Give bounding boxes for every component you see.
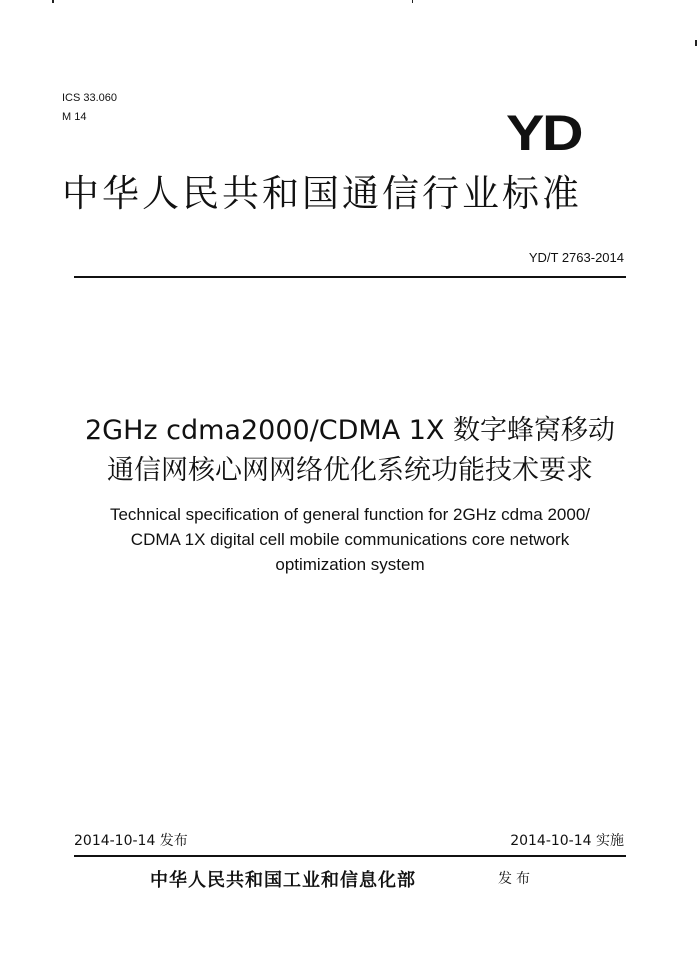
bottom-divider bbox=[74, 855, 626, 857]
implement-date: 2014-10-14 实施 bbox=[510, 833, 624, 849]
document-title-zh-line2: 通信网核心网网络优化系统功能技术要求 bbox=[107, 455, 593, 486]
publish-date: 2014-10-14 发布 bbox=[74, 833, 188, 849]
standard-number: YD/T 2763-2014 bbox=[528, 250, 624, 265]
document-title-en-line3: optimization system bbox=[275, 555, 425, 574]
ics-code: ICS 33.060 bbox=[62, 92, 118, 104]
category-code: M 14 bbox=[62, 111, 87, 123]
scan-artifact bbox=[695, 40, 697, 46]
scan-artifact bbox=[52, 0, 54, 3]
scan-artifact bbox=[412, 0, 413, 3]
document-title-en-line2: CDMA 1X digital cell mobile communications core network bbox=[130, 530, 570, 549]
top-divider bbox=[74, 276, 626, 278]
issued-label: 发布 bbox=[498, 871, 534, 887]
standard-title: 中华人民共和国通信行业标准 bbox=[62, 172, 582, 215]
yd-logo: YD bbox=[506, 105, 582, 161]
document-title-zh-line1: 2GHz cdma2000/CDMA 1X 数字蜂窝移动 bbox=[84, 415, 616, 446]
document-title-en-line1: Technical specification of general function for 2GHz cdma 2000/ bbox=[109, 505, 591, 524]
issuing-authority: 中华人民共和国工业和信息化部 bbox=[150, 870, 416, 891]
